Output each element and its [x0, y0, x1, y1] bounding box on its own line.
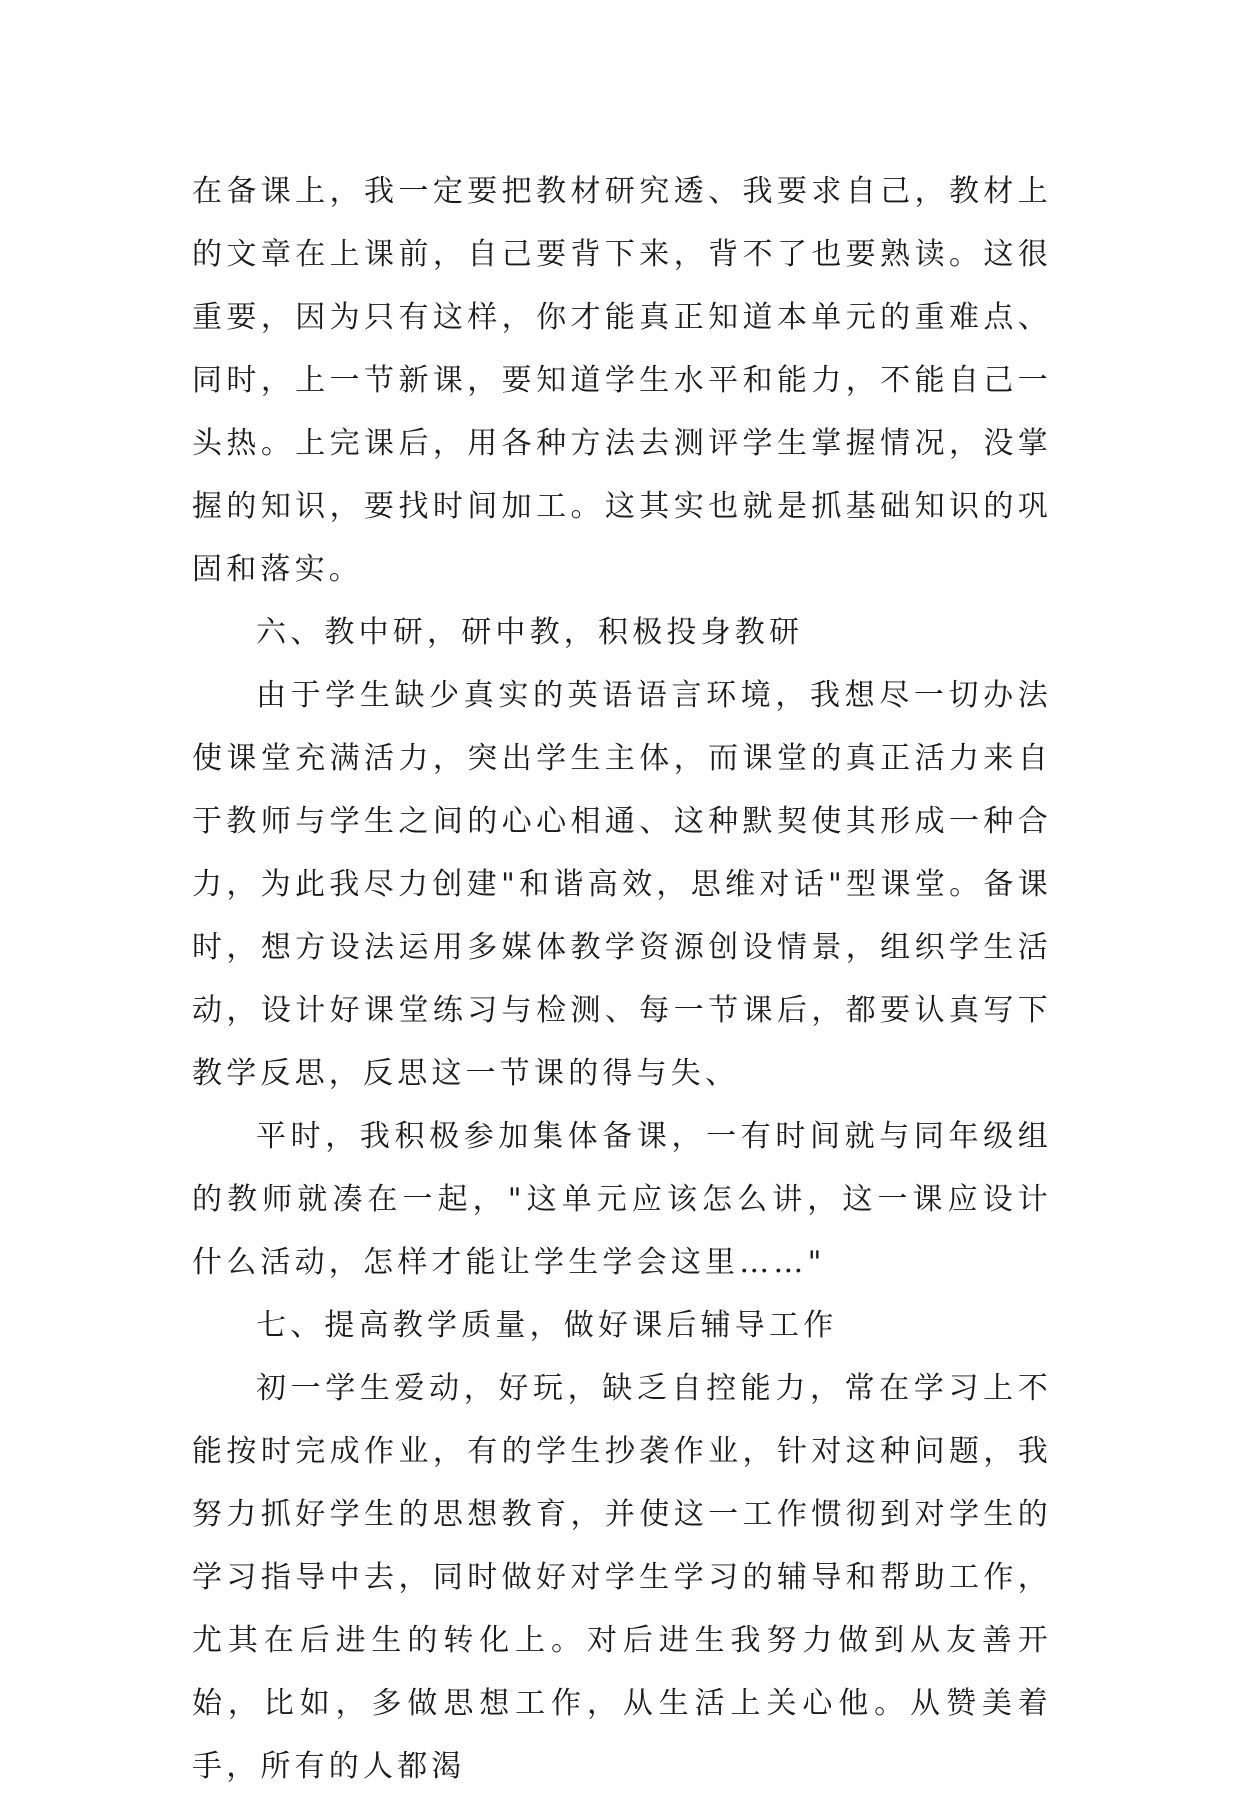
paragraph-lesson-preparation: 在备课上，我一定要把教材研究透、我要求自己，教材上的文章在上课前，自己要背下来，背不了也要熟读。这很重要，因为只有这样，你才能真正知道本单元的重难点、同时，上一节新课，要知道学生水平和能力，不能自己一头热。上完课后，用各种方法去测评学生掌握情况，没掌握的知识，要找时间加工。这其实也就是抓基础知识的巩固和落实。	[192, 174, 1052, 587]
section-heading-six: 六、教中研，研中教，积极投身教研	[256, 615, 804, 650]
section-heading-seven: 七、提高教学质量，做好课后辅导工作	[256, 1308, 838, 1343]
document-body	[192, 160, 1052, 1798]
paragraph-collective-preparation: 平时，我积极参加集体备课，一有时间就与同年级组的教师就凑在一起，"这单元应该怎么讲，这一课应设计什么活动，怎样才能让学生学会这里……"	[192, 1119, 1052, 1280]
paragraph-after-class-tutoring: 初一学生爱动，好玩，缺乏自控能力，常在学习上不能按时完成作业，有的学生抄袭作业，针对这种问题，我努力抓好学生的思想教育，并使这一工作惯彻到对学生的学习指导中去，同时做好对学生学习的辅导和帮助工作，尤其在后进生的转化上。对后进生我努力做到从友善开始，比如，多做思想工作，从生活上关心他。从赞美着手，所有的人都渴	[192, 1371, 1052, 1784]
paragraph-classroom-vitality: 由于学生缺少真实的英语语言环境，我想尽一切办法使课堂充满活力，突出学生主体，而课堂的真正活力来自于教师与学生之间的心心相通、这种默契使其形成一种合力，为此我尽力创建"和谐高效，思维对话"型课堂。备课时，想方设法运用多媒体教学资源创设情景，组织学生活动，设计好课堂练习与检测、每一节课后，都要认真写下教学反思，反思这一节课的得与失、	[192, 678, 1052, 1091]
